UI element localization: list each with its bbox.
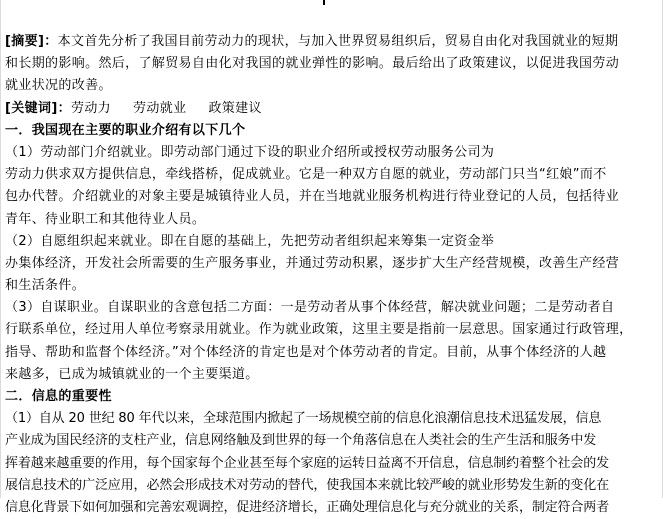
section-1-line: 指导、帮助和监督个体经济。”对个体经济的肯定也是对个体劳动者的肯定。目前，从事个体经济的人越 [5,344,607,360]
section-1-line: （3）自谋职业。自谋职业的含意包括二方面：一是劳动者从事个体经营，解决就业问题；二是劳动者自 [5,300,615,316]
section-1-line: 来越多，已成为城镇就业的一个主要渠道。 [5,366,259,382]
document-body [5,31,660,519]
keywords-line [5,98,660,120]
section-1-line: 劳动力供求双方提供信息，牵线搭桥，促成就业。它是一种双方自愿的就业，劳动部门只当“红娘”而不 [5,167,607,183]
section-1-line: 青年、待业职工和其他待业人员。 [5,211,206,227]
keyword: 劳动力 [70,100,112,116]
section-2-line: 信息化背景下如何加强和完善宏观调控，促进经济增长，正确处理信息化与充分就业的关系，制定符合两者 [5,499,609,515]
keyword: 劳动就业 [133,100,187,116]
section-1-line: （1）劳动部门介绍就业。即劳动部门通过下设的职业介绍所或授权劳动服务公司为 [5,144,495,160]
section-2-line: 展信息技术的广泛应用，必然会形成技术对劳动的替代，使我国本来就比较严峻的就业形势发生新的变化在 [5,477,609,493]
keyword: 政策建议 [208,100,262,116]
section-1-line: 包办代替。介绍就业的对象主要是城镇待业人员，并在当地就业服务机构进行待业登记的人员，包括待业 [5,189,620,205]
keywords-label: [关键词]： [5,100,71,116]
left-page-rail [0,0,1,498]
section-2-heading: 二．信息的重要性 [5,389,112,404]
abstract-line-2: 和长期的影响。然后，了解贸易自由化对我国的就业弹性的影响。最后给出了政策建议，以促进我国劳动 [5,56,620,72]
section-1-line: 行联系单位，经过用人单位考察录用就业。作为就业政策，这里主要是指前一层意思。国家通过行政管理， [5,322,633,338]
abstract-line-1: [摘要]：本文首先分析了我国目前劳动力的现状，与加入世界贸易组织后，贸易自由化对我国就业的短期 [5,34,619,49]
page-top-marker [323,0,325,5]
section-1-line: 和生活条件。 [5,278,86,294]
abstract-line-3: 就业状况的改善。 [5,78,112,94]
abstract-label: [摘要]： [5,34,58,49]
section-1-line: 办集体经济，开发社会所需要的生产服务事业，并通过劳动积累，逐步扩大生产经营规模，改善生产经营 [5,255,620,271]
section-2-line: 挥着越来越重要的作用，每个国家每个企业甚至每个家庭的运转日益离不开信息，信息制约着整个社会的发 [5,455,609,471]
section-1-heading: 一．我国现在主要的职业介绍有以下几个 [5,122,246,138]
section-1-line: （2）自愿组织起来就业。即在自愿的基础上，先把劳动者组织起来筹集一定资金举 [5,233,495,249]
section-2-line: （1）自从 20 世纪 80 年代以来，全球范围内掀起了一场规模空前的信息化浪潮信息技术迅猛发展，信息 [5,411,602,427]
section-2-line: 产业成为国民经济的支柱产业，信息网络触及到世界的每一个角落信息在人类社会的生产生活和服务中发 [5,433,597,449]
